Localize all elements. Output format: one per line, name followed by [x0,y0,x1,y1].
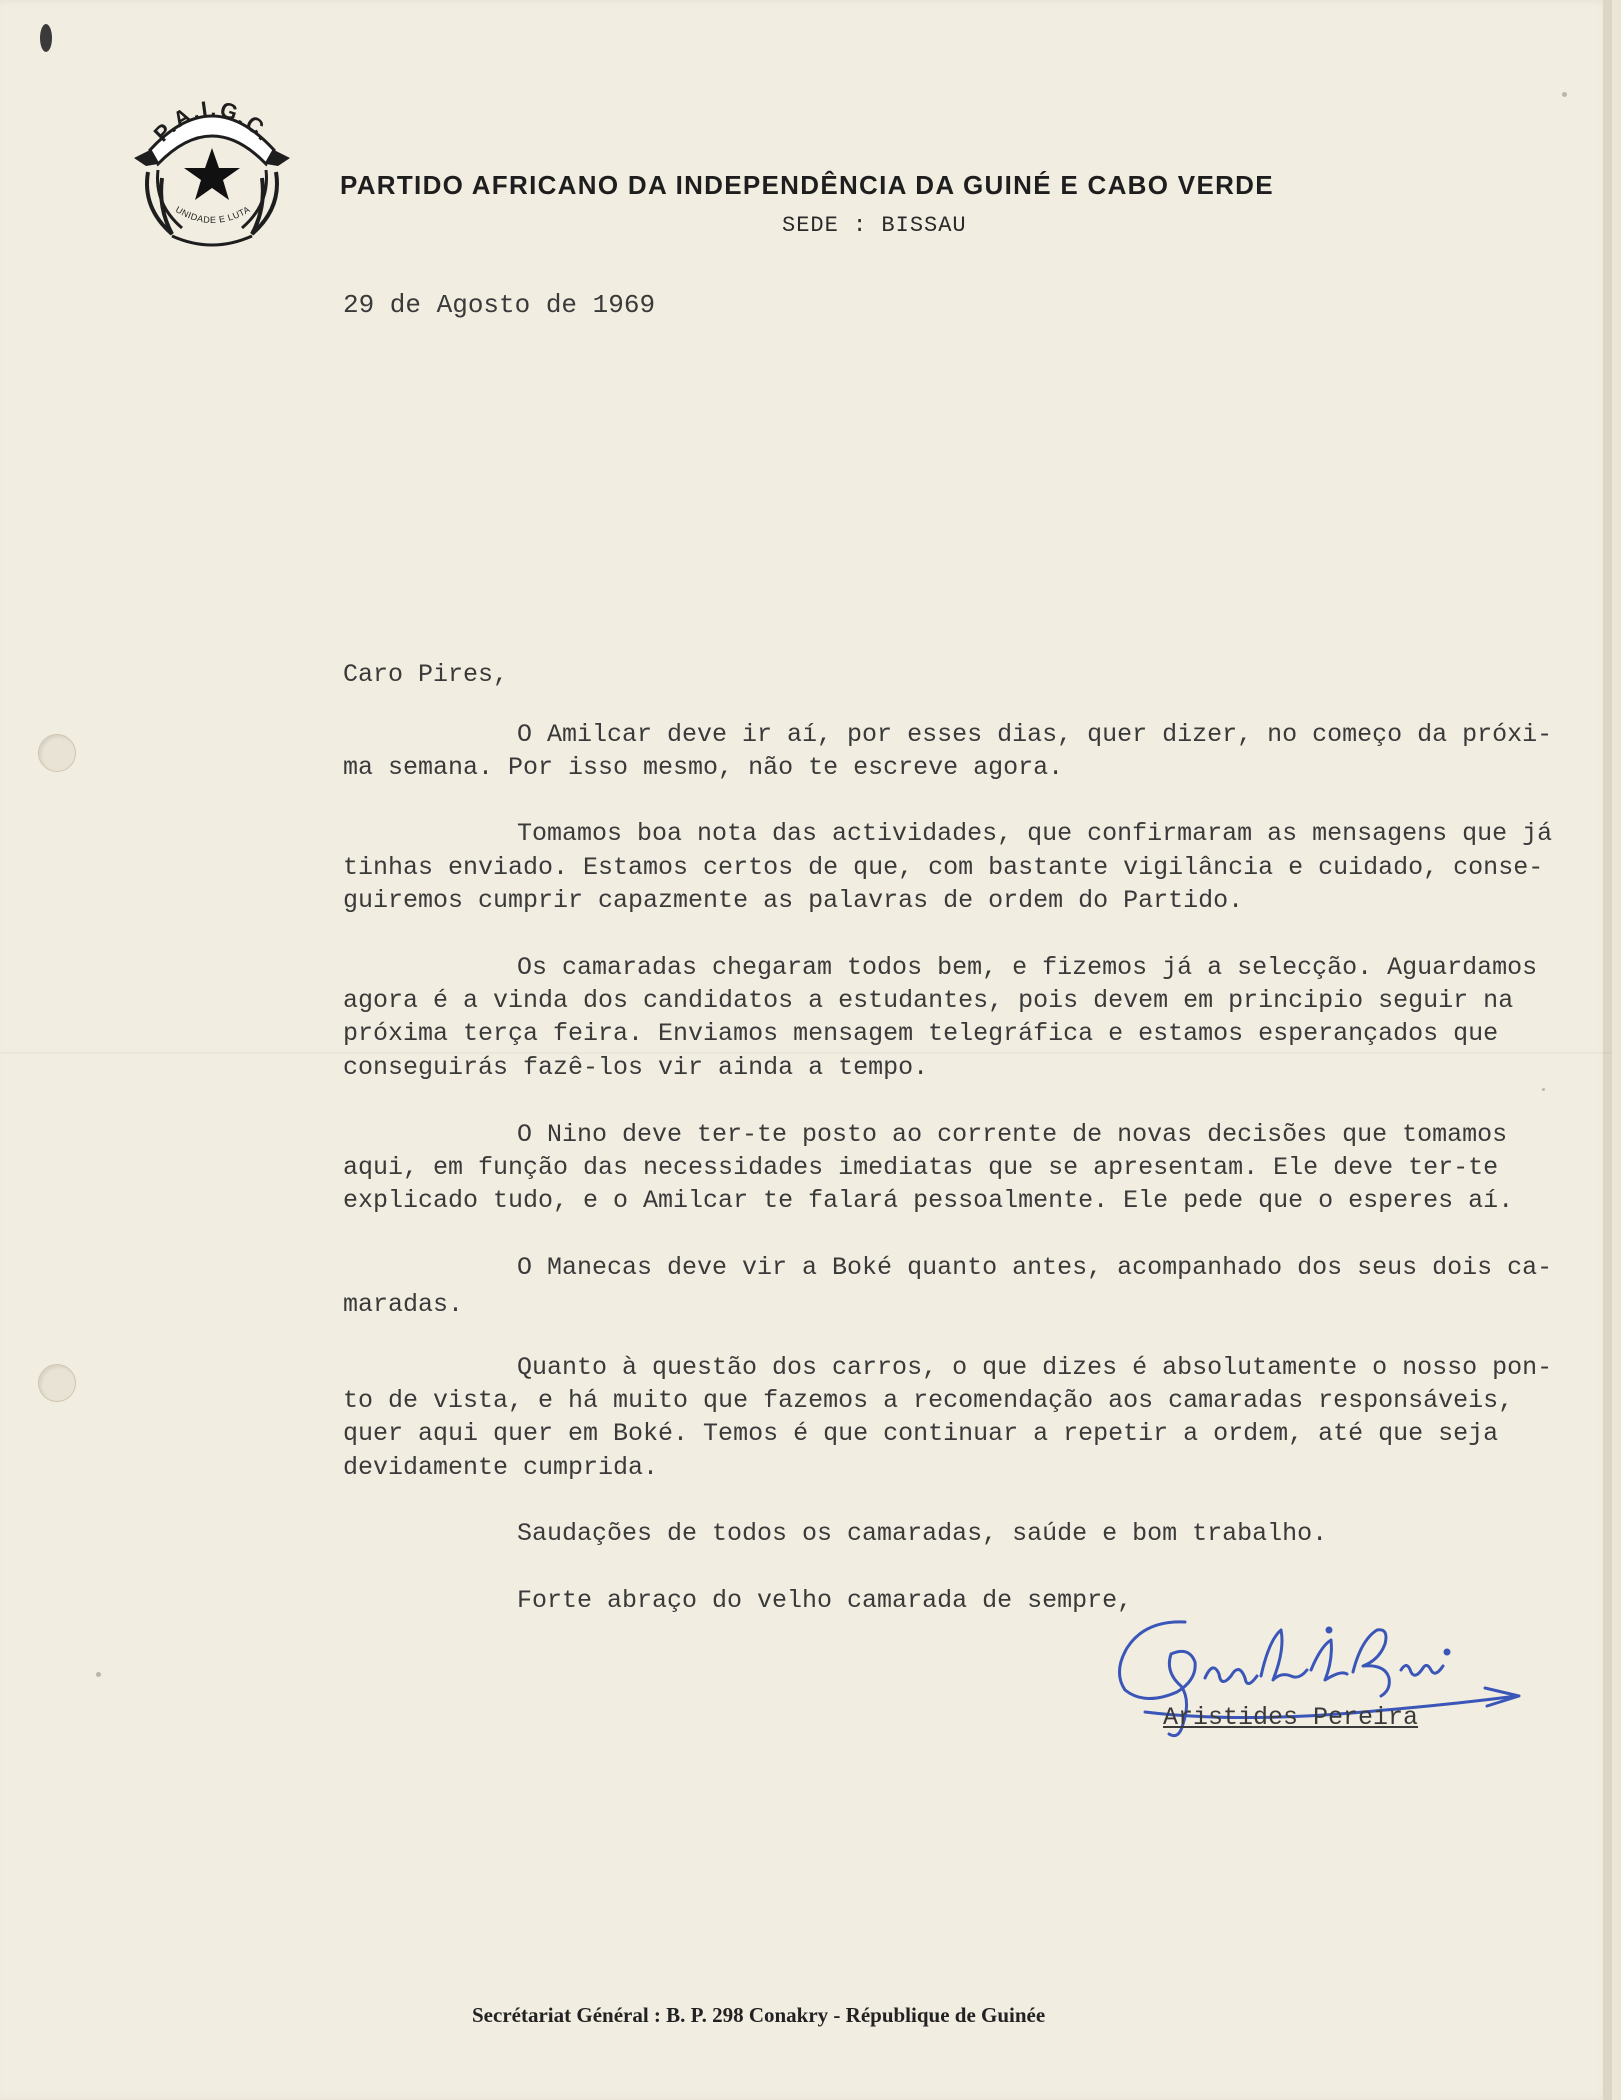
paper-speck [1542,1088,1545,1091]
body-line: aqui, em função das necessidades imediatas que se apresentam. Ele deve ter-te [343,1153,1499,1182]
logo-motto-text: UNIDADE E LUTA [173,204,252,226]
svg-text:UNIDADE E LUTA [174,204,252,225]
salutation: Caro Pires, [343,660,509,689]
body-line: Os camaradas chegaram todos bem, e fizemos já a selecção. Aguardamos [517,953,1538,982]
body-line: tinhas enviado. Estamos certos de que, com bastante vigilância e cuidado, conse- [343,853,1544,882]
body-line: O Manecas deve vir a Boké quanto antes, acompanhado dos seus dois ca- [517,1253,1553,1282]
body-line: agora é a vinda dos candidatos a estudantes, pois devem em principio seguir na [343,986,1514,1015]
body-line: maradas. [343,1290,464,1319]
body-line: O Nino deve ter-te posto ao corrente de novas decisões que tomamos [517,1120,1508,1149]
body-line: guiremos cumprir capazmente as palavras de ordem do Partido. [343,886,1244,915]
paper-speck [1562,92,1567,97]
body-line: próxima terça feira. Enviamos mensagem telegráfica e estamos esperançados que [343,1019,1499,1048]
body-line: Saudações de todos os camaradas, saúde e bom trabalho. [517,1519,1328,1548]
paper-speck [96,1672,101,1677]
star-icon [184,148,240,200]
body-line: O Amilcar deve ir aí, por esses dias, quer dizer, no começo da próxi- [517,720,1553,749]
page-edge-shadow [1603,0,1612,2100]
body-line: Quanto à questão dos carros, o que dizes é absolutamente o nosso pon- [517,1353,1553,1382]
punch-hole-lower [38,1364,76,1402]
organization-seat: SEDE : BISSAU [782,213,967,238]
body-line: conseguirás fazê-los vir ainda a tempo. [343,1053,929,1082]
punch-hole-upper [38,734,76,772]
body-line: quer aqui quer em Boké. Temos é que continuar a repetir a ordem, até que seja [343,1419,1499,1448]
body-line: explicado tudo, e o Amilcar te falará pessoalmente. Ele pede que o esperes aí. [343,1186,1514,1215]
logo-banner-text: P.A.I.G.C. [148,95,278,147]
signer-name: Aristides Pereira [1163,1703,1419,1732]
paigc-logo [128,88,296,256]
ink-blot-mark [40,24,52,52]
body-line: Tomamos boa nota das actividades, que confirmaram as mensagens que já [517,819,1553,848]
body-line: ma semana. Por isso mesmo, não te escreve agora. [343,753,1064,782]
body-line: devidamente cumprida. [343,1453,659,1482]
footer-address: Secrétariat Général : B. P. 298 Conakry - République de Guinée [472,2003,1046,2027]
body-line: Forte abraço do velho camarada de sempre, [517,1586,1133,1615]
organization-name: PARTIDO AFRICANO DA INDEPENDÊNCIA DA GUINÉ E CABO VERDE [340,170,1274,200]
letter-date: 29 de Agosto de 1969 [343,290,656,320]
body-line: to de vista, e há muito que fazemos a recomendação aos camaradas responsáveis, [343,1386,1514,1415]
